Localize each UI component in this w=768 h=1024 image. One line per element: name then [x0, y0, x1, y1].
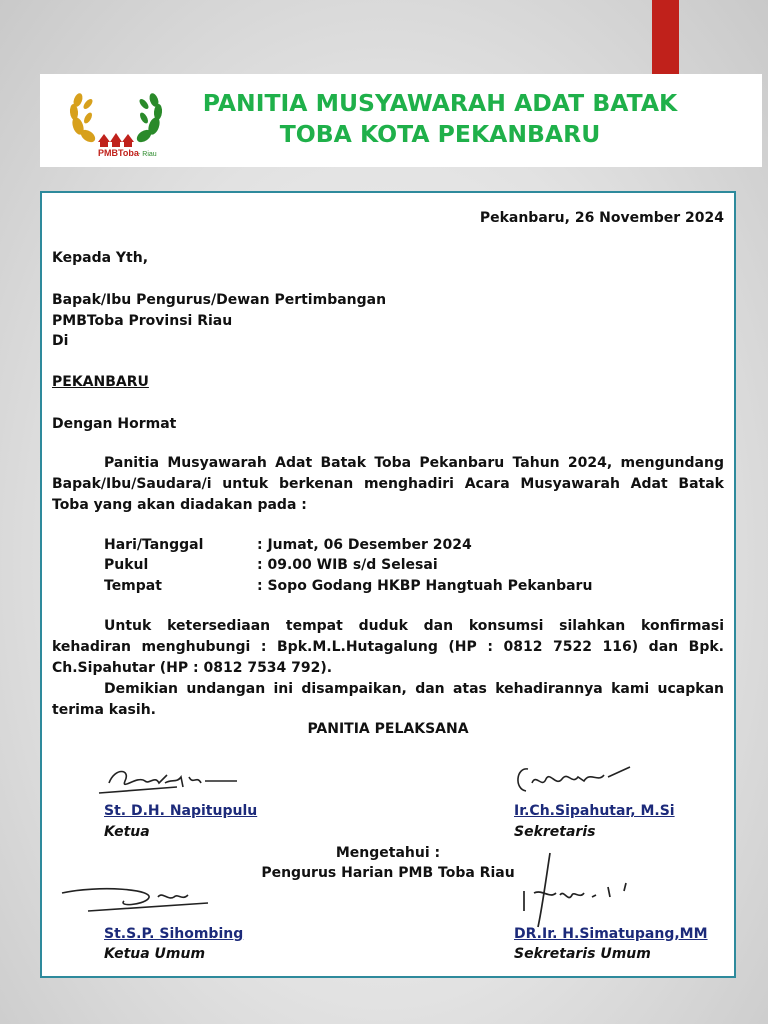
- signer-name-sekretaris: Ir.Ch.Sipahutar, M.Si: [514, 803, 675, 819]
- signer-name-ketua: St. D.H. Napitupulu: [104, 803, 258, 819]
- detail-label-place: Tempat: [104, 578, 162, 594]
- signer-role-ketua: Ketua: [104, 824, 150, 840]
- recipient-city: PEKANBARU: [52, 374, 149, 390]
- signature-sekretaris: [512, 759, 642, 799]
- letterhead: [40, 74, 762, 167]
- signature-sekretaris-umum: [516, 849, 656, 929]
- greeting: Dengan Hormat: [52, 416, 177, 432]
- signature-ketua-umum: [58, 883, 228, 923]
- signer-role-sekretaris-umum: Sekretaris Umum: [514, 946, 651, 962]
- detail-label-date: Hari/Tanggal: [104, 537, 204, 553]
- invitation-letter: [40, 191, 736, 978]
- salutation: Kepada Yth,: [52, 250, 149, 266]
- signature-ketua: [97, 761, 247, 801]
- acknowledged-label: Mengetahui :: [335, 845, 441, 861]
- logo-subtext: - Riau: [138, 151, 157, 158]
- letter-date: Pekanbaru, 26 November 2024: [479, 210, 724, 226]
- letterhead-title: [190, 88, 690, 150]
- logo-text: PMBToba: [98, 148, 139, 158]
- recipient-line2: PMBToba Provinsi Riau: [52, 313, 233, 329]
- letterhead-title-line2: TOBA KOTA PEKANBARU: [279, 120, 601, 148]
- detail-value-place: : Sopo Godang HKBP Hangtuah Pekanbaru: [257, 578, 593, 594]
- signer-name-ketua-umum: St.S.P. Sihombing: [104, 926, 244, 942]
- recipient-line3: Di: [52, 333, 69, 349]
- confirmation-paragraph: Untuk ketersediaan tempat duduk dan konsumsi silahkan konfirmasi kehadiran menghubungi : Bpk.M.L.Hutagalung (HP : 0812 7522 116) dan Bpk. Ch.Sipahutar (HP : 0812 7534 792).: [52, 618, 724, 676]
- detail-label-time: Pukul: [104, 557, 149, 573]
- board-label: Pengurus Harian PMB Toba Riau: [261, 865, 515, 881]
- invitation-paragraph: Panitia Musyawarah Adat Batak Toba Pekanbaru Tahun 2024, mengundang Bapak/Ibu/Saudara/i untuk berkenan menghadiri Acara Musyawarah Adat Batak Toba yang akan diadakan pada :: [52, 455, 724, 513]
- decorative-red-bar: [652, 0, 679, 76]
- signer-name-sekretaris-umum: DR.Ir. H.Simatupang,MM: [514, 926, 708, 942]
- detail-value-time: : 09.00 WIB s/d Selesai: [257, 557, 438, 573]
- recipient-line1: Bapak/Ibu Pengurus/Dewan Pertimbangan: [52, 292, 387, 308]
- committee-title: PANITIA PELAKSANA: [307, 721, 469, 737]
- detail-value-date: : Jumat, 06 Desember 2024: [257, 537, 472, 553]
- signer-role-ketua-umum: Ketua Umum: [104, 946, 206, 962]
- pmbtoba-logo: [64, 86, 204, 158]
- letterhead-title-line1: PANITIA MUSYAWARAH ADAT BATAK: [202, 89, 678, 117]
- signer-role-sekretaris: Sekretaris: [514, 824, 596, 840]
- closing-paragraph: Demikian undangan ini disampaikan, dan atas kehadirannya kami ucapkan terima kasih.: [52, 681, 724, 718]
